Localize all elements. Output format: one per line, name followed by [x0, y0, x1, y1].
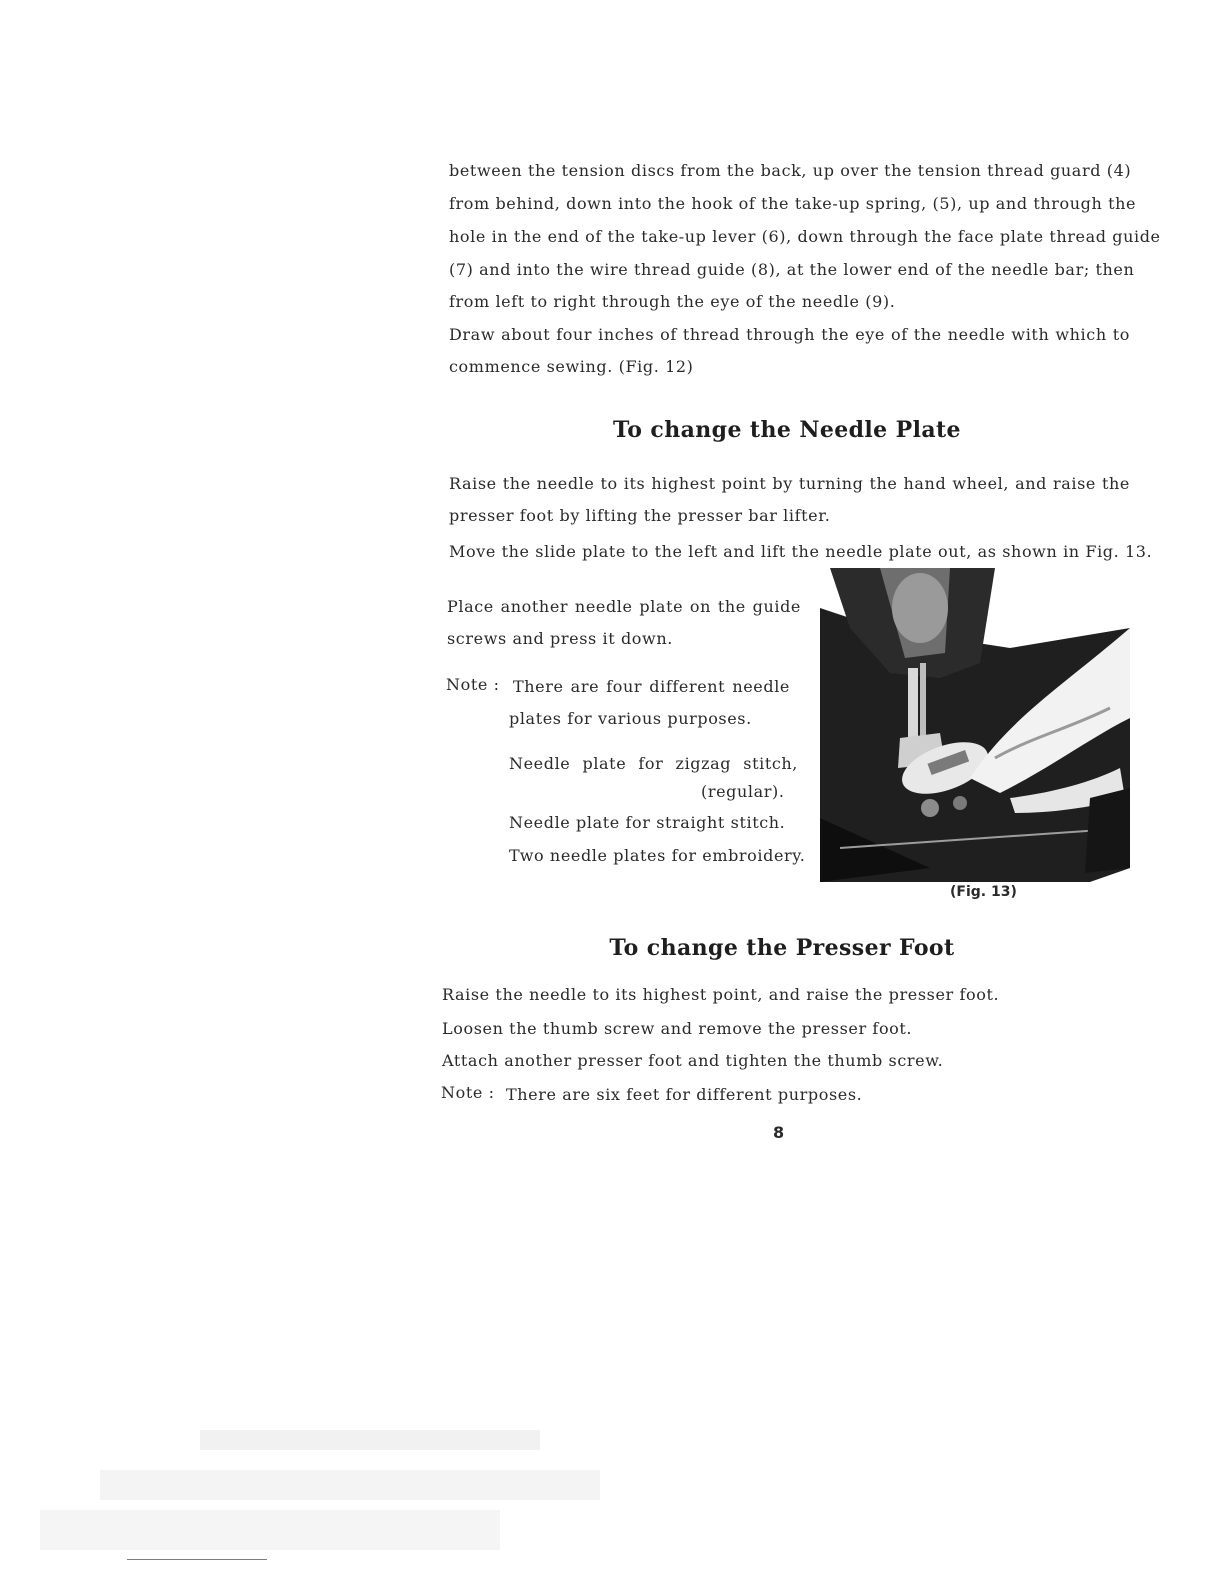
plate-straight: Needle plate for straight stitch.: [509, 813, 786, 832]
needle-plate-heading: To change the Needle Plate: [613, 417, 961, 443]
needle-plate-p1-line-1: Raise the needle to its highest point by turning the hand wheel, and raise the: [449, 474, 1130, 493]
sewing-machine-needle-plate-photo-icon: [820, 568, 1130, 882]
needle-plate-p3-line-1: Place another needle plate on the guide: [447, 597, 801, 616]
presser-foot-note-text: There are six feet for different purposes.: [506, 1085, 863, 1104]
needle-plate-p2: Move the slide plate to the left and lift the needle plate out, as shown in Fig. 13.: [449, 542, 1153, 561]
presser-foot-line-1: Raise the needle to its highest point, and raise the presser foot.: [442, 985, 1000, 1004]
intro-line-7: commence sewing. (Fig. 12): [449, 357, 694, 376]
needle-plate-note-line-1: There are four different needle: [513, 677, 790, 696]
intro-line-1: between the tension discs from the back, up over the tension thread guard (4): [449, 161, 1132, 180]
intro-line-2: from behind, down into the hook of the take-up spring, (5), up and through the: [449, 194, 1137, 213]
presser-foot-line-2: Loosen the thumb screw and remove the presser foot.: [442, 1019, 913, 1038]
bottom-rule: [127, 1559, 267, 1560]
intro-line-4: (7) and into the wire thread guide (8), at the lower end of the needle bar; then: [449, 260, 1135, 279]
scan-smudge: [0, 1410, 900, 1570]
plate-embroidery: Two needle plates for embroidery.: [509, 846, 806, 865]
page-number: 8: [773, 1123, 785, 1142]
intro-line-3: hole in the end of the take-up lever (6), down through the face plate thread guide: [449, 227, 1161, 246]
presser-foot-line-3: Attach another presser foot and tighten the thumb screw.: [442, 1051, 944, 1070]
figure-caption: (Fig. 13): [950, 884, 1017, 900]
plate-zigzag: Needle plate for zigzag stitch,: [509, 754, 798, 773]
presser-foot-note-label: Note :: [441, 1083, 495, 1102]
needle-plate-p3-line-2: screws and press it down.: [447, 629, 673, 648]
plate-zigzag-cont: (regular).: [701, 782, 785, 801]
presser-foot-heading: To change the Presser Foot: [609, 935, 955, 961]
needle-plate-note-label: Note :: [446, 675, 500, 694]
intro-line-6: Draw about four inches of thread through the eye of the needle with which to: [449, 325, 1130, 344]
needle-plate-note-line-2: plates for various purposes.: [509, 709, 752, 728]
intro-line-5: from left to right through the eye of the needle (9).: [449, 292, 896, 311]
needle-plate-p1-line-2: presser foot by lifting the presser bar lifter.: [449, 506, 831, 525]
